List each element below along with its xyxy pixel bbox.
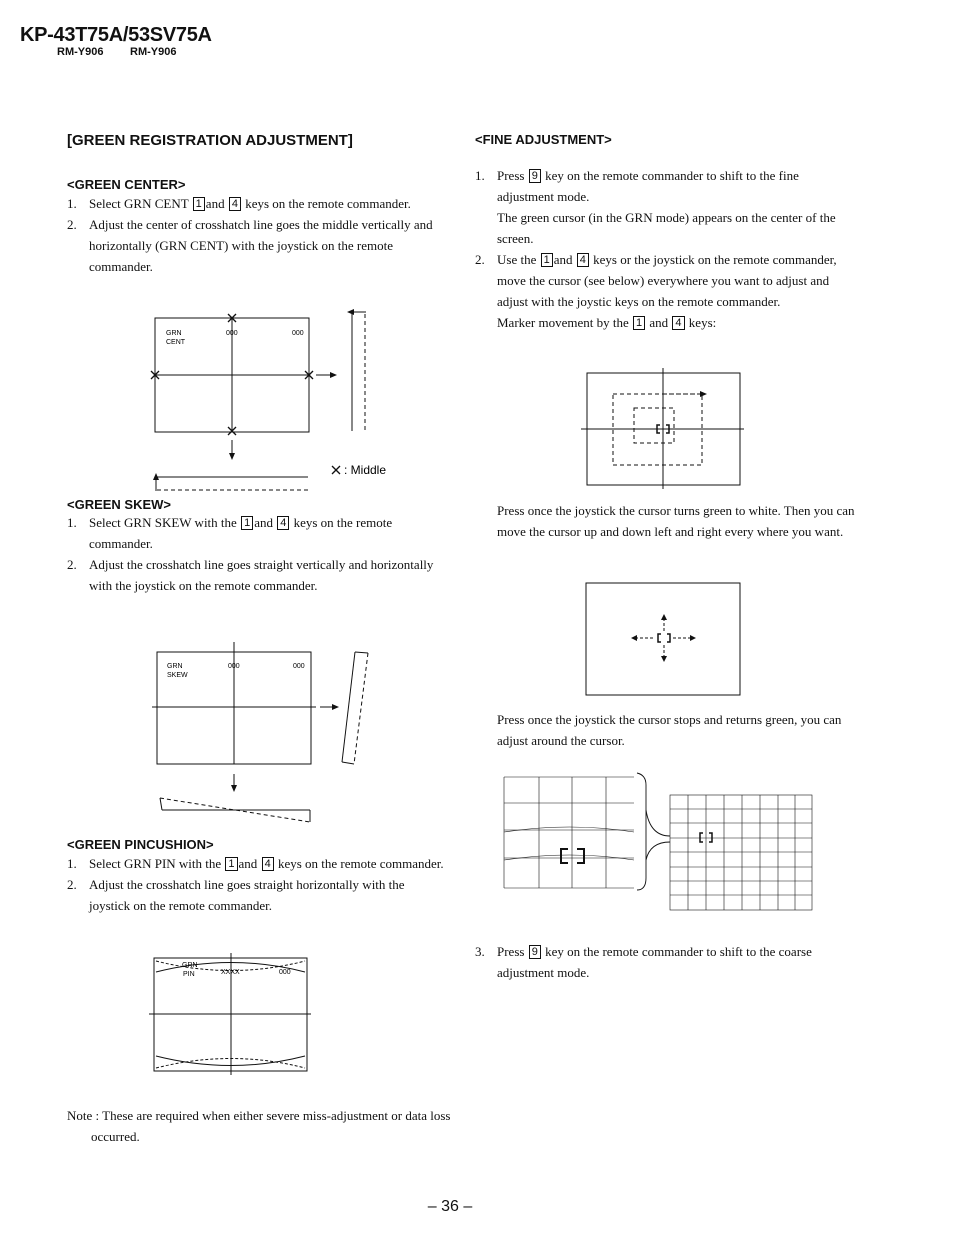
green-skew-diagram: [140, 640, 380, 830]
green-center-steps: [67, 193, 447, 277]
remote-model-2: RM-Y906: [130, 46, 177, 58]
model-title: KP-43T75A/53SV75A: [20, 24, 212, 46]
adjust-around-cursor-diagram: [500, 770, 820, 915]
para-cursor-stop: Press once the joystick the cursor stops and returns green, you can adjust around the cursor.: [497, 712, 842, 748]
arrow-left-icon: [631, 635, 637, 641]
marker-movement-diagram: [578, 368, 748, 490]
value-1: XXXX: [221, 969, 240, 976]
fine-step-3: 3. Press 9 key on the remote commander to shift to the coarse adjustment mode.: [475, 944, 812, 980]
arrow-right-icon: [332, 704, 339, 710]
green-skew-heading: <GREEN SKEW>: [67, 497, 172, 512]
value-2: 000: [279, 969, 291, 976]
grn-label: GRN: [166, 330, 182, 337]
green-center-heading: <GREEN CENTER>: [67, 177, 186, 192]
arrow-down-icon: [231, 785, 237, 792]
key-1: 1: [633, 316, 645, 330]
green-pin-step-1: 1. Select GRN PIN with the 1 and 4 keys on the remote commander.: [67, 856, 444, 871]
arrow-left-icon: [347, 309, 354, 315]
arrow-right-icon: [690, 635, 696, 641]
green-skew-step-2: 2. Adjust the crosshatch line goes straight vertically and horizontally with the joystick on the remote commander.: [67, 557, 434, 593]
green-center-diagram: [140, 300, 420, 495]
value-1: 000: [228, 663, 240, 670]
cursor-icon: [658, 634, 670, 642]
key-4: 4: [262, 857, 274, 871]
value-1: 000: [226, 330, 238, 337]
arrow-right-icon: [330, 372, 337, 378]
arrow-down-icon: [229, 453, 235, 460]
key-1: 1: [241, 516, 253, 530]
fine-step-1: 1. Press 9 key on the remote commander to shift to the fine adjustment mode. The green cursor (in the GRN mode) appears on the center of the screen.: [475, 168, 836, 246]
grn-label: GRN: [167, 663, 183, 670]
skew-label: SKEW: [167, 672, 188, 679]
key-9: 9: [529, 169, 541, 183]
fine-step-2: 2. Use the 1 and 4 keys or the joystick on the remote commander, move the cursor (see below) everywhere you want to adjust and adjust with the joystic keys on the remote commander. Marker movement by the 1 and 4 keys:: [475, 252, 837, 330]
key-1: 1: [225, 857, 237, 871]
green-center-step-1: 1. Select GRN CENT 1 and 4 keys on the remote commander.: [67, 196, 411, 211]
cent-label: CENT: [166, 339, 186, 346]
green-skew-step-1: 1. Select GRN SKEW with the 1 and 4 keys on the remote commander.: [67, 515, 393, 551]
fine-step-3-list: [475, 941, 855, 983]
grn-label: GRN: [182, 962, 198, 969]
middle-legend: : Middle: [344, 463, 387, 477]
value-2: 000: [292, 330, 304, 337]
arrow-down-icon: [661, 656, 667, 662]
pin-label: PIN: [183, 971, 195, 978]
para-cursor-white: Press once the joystick the cursor turns green to white. Then you can move the cursor up and down left and right every where you want.: [497, 503, 855, 539]
value-2: 000: [293, 663, 305, 670]
middle-marker-icon: [332, 466, 340, 474]
key-9: 9: [529, 945, 541, 959]
green-center-step-2: 2. Adjust the center of crosshatch line goes the middle vertically and horizontally (GRN CENT) with the joystick on the remote commander.: [67, 217, 433, 274]
green-pin-diagram: [145, 950, 320, 1080]
page-number: – 36 –: [427, 1198, 473, 1215]
cursor-icon: [561, 849, 584, 863]
green-skew-steps: [67, 512, 447, 596]
cursor-movement-diagram: [585, 582, 743, 698]
fine-adjustment-steps: [475, 165, 855, 333]
note: Note : These are required when either severe miss-adjustment or data loss occurred.: [67, 1108, 451, 1144]
remote-model-1: RM-Y906: [57, 46, 104, 58]
key-1: 1: [193, 197, 205, 211]
key-1: 1: [541, 253, 553, 267]
green-pin-heading: <GREEN PINCUSHION>: [67, 837, 214, 852]
key-4: 4: [277, 516, 289, 530]
arrow-right-icon: [700, 391, 707, 397]
key-4: 4: [229, 197, 241, 211]
green-pin-step-2: 2. Adjust the crosshatch line goes straight horizontally with the joystick on the remote commander.: [67, 877, 405, 913]
key-4: 4: [577, 253, 589, 267]
section-title: [GREEN REGISTRATION ADJUSTMENT]: [67, 132, 353, 149]
key-4: 4: [672, 316, 684, 330]
green-pin-steps: [67, 853, 447, 916]
arrow-up-icon: [661, 614, 667, 620]
fine-adjustment-heading: <FINE ADJUSTMENT>: [475, 132, 612, 147]
